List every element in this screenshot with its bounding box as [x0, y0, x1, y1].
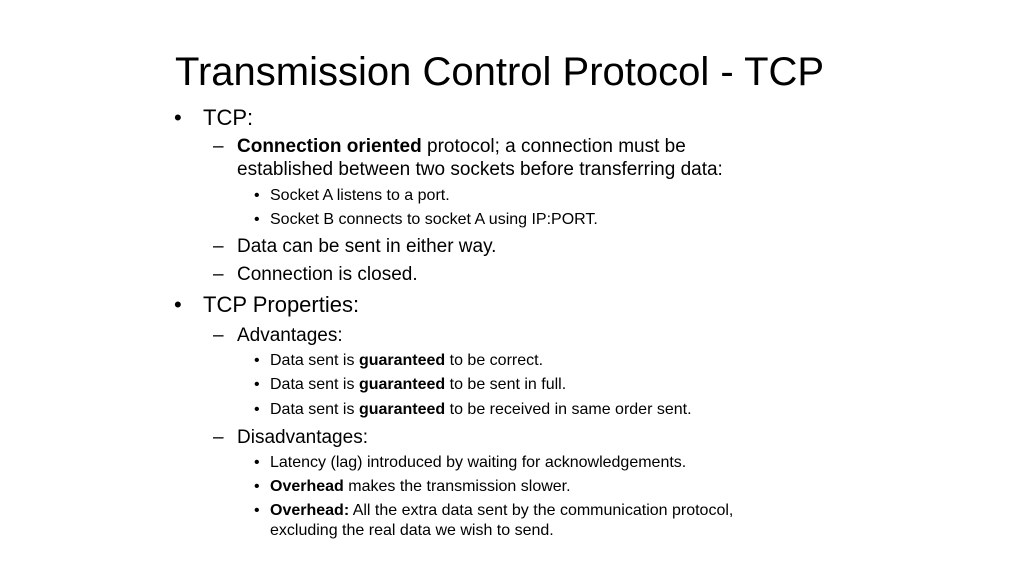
bullet-marker: •	[254, 352, 260, 369]
guaranteed-bold: guaranteed	[358, 401, 446, 418]
bullet-marker: •	[254, 211, 260, 228]
advantage-suffix: to be received in same order sent.	[445, 401, 692, 418]
bullet-marker: •	[254, 478, 260, 495]
dash-marker: –	[213, 325, 224, 346]
socket-a-item: Socket A listens to a port.	[270, 187, 450, 204]
bullet-tcp: TCP:	[203, 105, 254, 130]
guaranteed-bold: guaranteed	[358, 376, 446, 393]
bullet-marker: •	[254, 454, 260, 471]
overhead-bold: Overhead	[270, 478, 344, 495]
bullet-marker: •	[254, 376, 260, 393]
disadvantages-heading: Disadvantages:	[237, 427, 368, 448]
overhead-suffix: makes the transmission slower.	[343, 478, 571, 495]
disadvantage-overhead-def-line1	[270, 501, 733, 520]
advantage-prefix: Data sent is	[270, 352, 359, 369]
advantages-heading: Advantages:	[237, 325, 343, 346]
connection-closed-item: Connection is closed.	[237, 264, 418, 285]
bullet-marker: •	[254, 187, 260, 204]
disadvantage-latency: Latency (lag) introduced by waiting for acknowledgements.	[270, 454, 687, 471]
bullet-marker: •	[254, 401, 260, 418]
socket-b-item: Socket B connects to socket A using IP:PORT.	[270, 211, 598, 228]
disadvantage-overhead-def-line2: excluding the real data we wish to send.	[270, 522, 554, 539]
advantage-suffix: to be correct.	[445, 352, 544, 369]
bullet-marker: •	[254, 502, 260, 519]
advantage-suffix: to be sent in full.	[445, 376, 567, 393]
advantage-prefix: Data sent is	[270, 376, 359, 393]
either-way-item: Data can be sent in either way.	[237, 236, 497, 257]
overhead-colon-bold: Overhead:	[270, 502, 350, 519]
advantage-full	[270, 375, 566, 394]
dash-marker: –	[213, 236, 224, 257]
disadvantage-overhead	[270, 477, 571, 496]
bullet-marker: •	[174, 105, 182, 130]
dash-marker: –	[213, 264, 224, 285]
advantage-prefix: Data sent is	[270, 401, 359, 418]
connection-oriented-rest: protocol; a connection must be	[421, 136, 686, 157]
advantage-correct	[270, 351, 543, 370]
bullet-marker: •	[174, 292, 182, 317]
dash-marker: –	[213, 427, 224, 448]
bullet-tcp-properties: TCP Properties:	[203, 292, 360, 317]
connection-oriented-line1	[237, 135, 686, 158]
guaranteed-bold: guaranteed	[358, 352, 446, 369]
advantage-order	[270, 400, 692, 419]
connection-oriented-line2: established between two sockets before transferring data:	[237, 159, 723, 180]
connection-oriented-bold: Connection oriented	[237, 136, 422, 157]
slide-title: Transmission Control Protocol - TCP	[175, 50, 825, 94]
overhead-def-rest: All the extra data sent by the communication protocol,	[349, 502, 734, 519]
dash-marker: –	[213, 136, 224, 157]
